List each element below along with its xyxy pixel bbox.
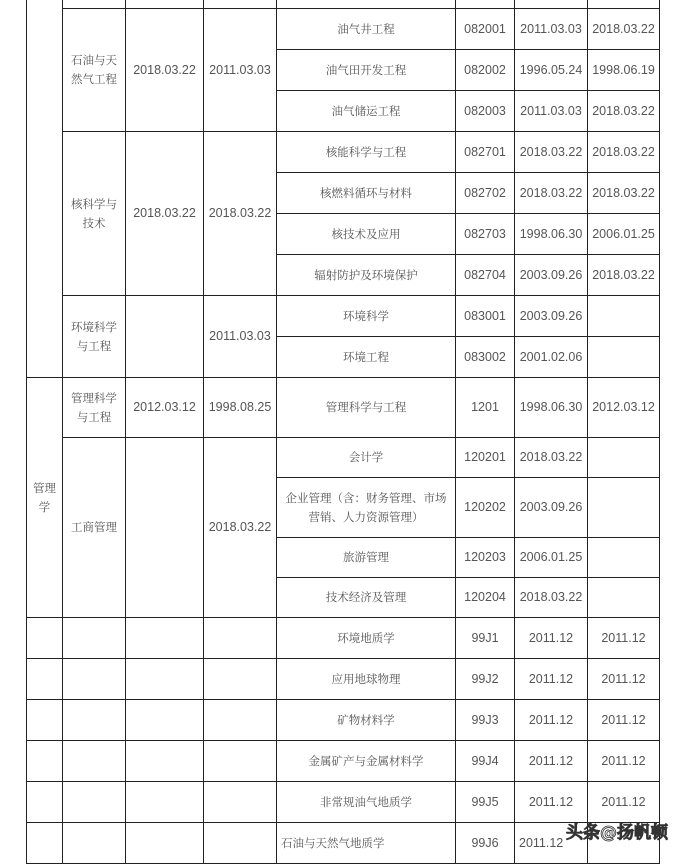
date-cell: 2006.01.25: [515, 538, 588, 578]
date-cell: [204, 618, 277, 659]
table-row: [27, 741, 660, 782]
code-cell: 082003: [456, 91, 515, 132]
date-cell: [204, 659, 277, 700]
date-cell: [126, 823, 204, 864]
date-cell: 2018.03.22: [588, 173, 660, 214]
major-name-cell: 非常规油气地质学: [277, 782, 456, 823]
date-cell: 2018.03.22: [515, 173, 588, 214]
date-cell: [588, 438, 660, 478]
date-cell: 2003.09.26: [515, 296, 588, 337]
degree-authorization-table: [26, 0, 660, 864]
first-level-cell: 核科学与技术: [63, 132, 126, 296]
date-cell: 2011.03.03: [204, 296, 277, 378]
table-row: [27, 132, 660, 173]
first-level-cell: 管理科学与工程: [63, 378, 126, 438]
date-cell: 2006.01.25: [588, 214, 660, 255]
major-name-cell: 环境地质学: [277, 618, 456, 659]
code-cell: 082002: [456, 50, 515, 91]
date-cell: 2011.12: [515, 782, 588, 823]
code-cell: 1201: [456, 378, 515, 438]
date-cell: [588, 478, 660, 538]
date-cell: 2003.09.26: [515, 255, 588, 296]
major-name-cell: 金属矿产与金属材料学: [277, 741, 456, 782]
date-cell: 1998.06.19: [588, 50, 660, 91]
code-cell: 99J4: [456, 741, 515, 782]
first-level-cell: [63, 700, 126, 741]
date-cell: 2012.03.12: [126, 378, 204, 438]
watermark: 头条@扬帆顿: [566, 823, 668, 843]
major-name-cell: 环境科学: [277, 296, 456, 337]
date-cell: 2018.03.22: [204, 132, 277, 296]
date-cell: 2011.12: [515, 741, 588, 782]
date-cell: 2011.03.03: [515, 91, 588, 132]
date-cell: 2011.12: [515, 618, 588, 659]
code-cell: 082701: [456, 132, 515, 173]
date-cell: 2018.03.22: [515, 132, 588, 173]
table-row: [27, 296, 660, 337]
date-cell: [204, 782, 277, 823]
date-cell: [515, 0, 588, 9]
date-cell: [588, 296, 660, 337]
discipline-cell: [27, 741, 63, 782]
discipline-cell: [27, 0, 63, 378]
major-name-cell: [277, 0, 456, 9]
table-row: [27, 700, 660, 741]
first-level-cell: 石油与天然气工程: [63, 9, 126, 132]
date-cell: 2018.03.22: [588, 9, 660, 50]
major-name-cell: 会计学: [277, 438, 456, 478]
date-cell: [126, 659, 204, 700]
table-row: [27, 823, 660, 864]
table-row: [27, 9, 660, 50]
code-cell: 99J3: [456, 700, 515, 741]
date-cell: 2003.09.26: [515, 478, 588, 538]
code-cell: 99J6: [456, 823, 515, 864]
date-cell: [204, 700, 277, 741]
major-name-cell: 管理科学与工程: [277, 378, 456, 438]
code-cell: 120203: [456, 538, 515, 578]
date-cell: 1996.05.24: [515, 50, 588, 91]
code-cell: 082704: [456, 255, 515, 296]
major-name-cell: 油气储运工程: [277, 91, 456, 132]
date-cell: 2018.03.22: [588, 132, 660, 173]
first-level-cell: [63, 659, 126, 700]
date-cell: 2012.03.12: [588, 378, 660, 438]
date-cell: 2018.03.22: [515, 578, 588, 618]
discipline-cell: [27, 700, 63, 741]
major-name-cell: 核技术及应用: [277, 214, 456, 255]
major-name-cell: 技术经济及管理: [277, 578, 456, 618]
date-cell: 2011.12: [515, 700, 588, 741]
date-cell: [588, 578, 660, 618]
date-cell: 2018.03.22: [204, 438, 277, 618]
table-row: [27, 0, 660, 9]
discipline-cell: [27, 782, 63, 823]
date-cell: 2018.03.22: [515, 438, 588, 478]
first-level-cell: [63, 782, 126, 823]
date-cell: [588, 538, 660, 578]
table-row: [27, 618, 660, 659]
major-name-cell: 环境工程: [277, 337, 456, 378]
major-name-cell: 矿物材料学: [277, 700, 456, 741]
code-cell: 083002: [456, 337, 515, 378]
table-row: [27, 438, 660, 478]
date-cell: 2011.12: [588, 741, 660, 782]
date-cell: 2011.12: [588, 700, 660, 741]
date-cell: 1998.08.25: [204, 378, 277, 438]
date-cell: [588, 0, 660, 9]
table-row: [27, 378, 660, 438]
date-cell: 2011.12: [588, 659, 660, 700]
discipline-cell: [27, 618, 63, 659]
date-cell: [126, 438, 204, 618]
code-cell: 99J1: [456, 618, 515, 659]
code-cell: [456, 0, 515, 9]
date-cell: 2011.03.03: [515, 9, 588, 50]
date-cell: [126, 0, 204, 9]
code-cell: 120202: [456, 478, 515, 538]
date-cell: 2011.12: [588, 618, 660, 659]
code-cell: 082001: [456, 9, 515, 50]
first-level-cell: 环境科学与工程: [63, 296, 126, 378]
date-cell: [126, 618, 204, 659]
date-cell: [126, 296, 204, 378]
major-name-cell: 辐射防护及环境保护: [277, 255, 456, 296]
first-level-cell: [63, 0, 126, 9]
date-cell: 2001.02.06: [515, 337, 588, 378]
date-cell: 2018.03.22: [126, 132, 204, 296]
major-name-cell: 旅游管理: [277, 538, 456, 578]
discipline-cell: 管理学: [27, 378, 63, 618]
date-cell: [126, 741, 204, 782]
code-cell: 99J5: [456, 782, 515, 823]
code-cell: 120201: [456, 438, 515, 478]
code-cell: 99J2: [456, 659, 515, 700]
first-level-cell: [63, 741, 126, 782]
first-level-cell: [63, 823, 126, 864]
date-cell: [126, 700, 204, 741]
code-cell: 120204: [456, 578, 515, 618]
code-cell: 082702: [456, 173, 515, 214]
major-name-cell: 核燃料循环与材料: [277, 173, 456, 214]
table-row: [27, 659, 660, 700]
date-cell: 2011.12: [588, 782, 660, 823]
date-cell: 1998.06.30: [515, 214, 588, 255]
date-cell: [204, 823, 277, 864]
major-name-cell: 油气井工程: [277, 9, 456, 50]
first-level-cell: [63, 618, 126, 659]
major-name-cell: 油气田开发工程: [277, 50, 456, 91]
major-name-cell: 应用地球物理: [277, 659, 456, 700]
date-cell: [204, 741, 277, 782]
discipline-cell: [27, 823, 63, 864]
first-level-cell: 工商管理: [63, 438, 126, 618]
code-cell: 082703: [456, 214, 515, 255]
code-cell: 083001: [456, 296, 515, 337]
date-cell: [588, 337, 660, 378]
discipline-cell: [27, 659, 63, 700]
date-cell: 2011.03.03: [204, 9, 277, 132]
date-cell: 2018.03.22: [588, 255, 660, 296]
major-name-cell: 石油与天然气地质学: [277, 823, 456, 864]
date-cell: [204, 0, 277, 9]
date-cell: 2011.12: [515, 659, 588, 700]
major-name-cell: 企业管理（含：财务管理、市场营销、人力资源管理）: [277, 478, 456, 538]
date-cell: 2018.03.22: [588, 91, 660, 132]
table-row: [27, 782, 660, 823]
major-name-cell: 核能科学与工程: [277, 132, 456, 173]
date-cell: 2018.03.22: [126, 9, 204, 132]
date-cell: 2011.12: [515, 823, 588, 864]
date-cell: [126, 782, 204, 823]
date-cell: 1998.06.30: [515, 378, 588, 438]
